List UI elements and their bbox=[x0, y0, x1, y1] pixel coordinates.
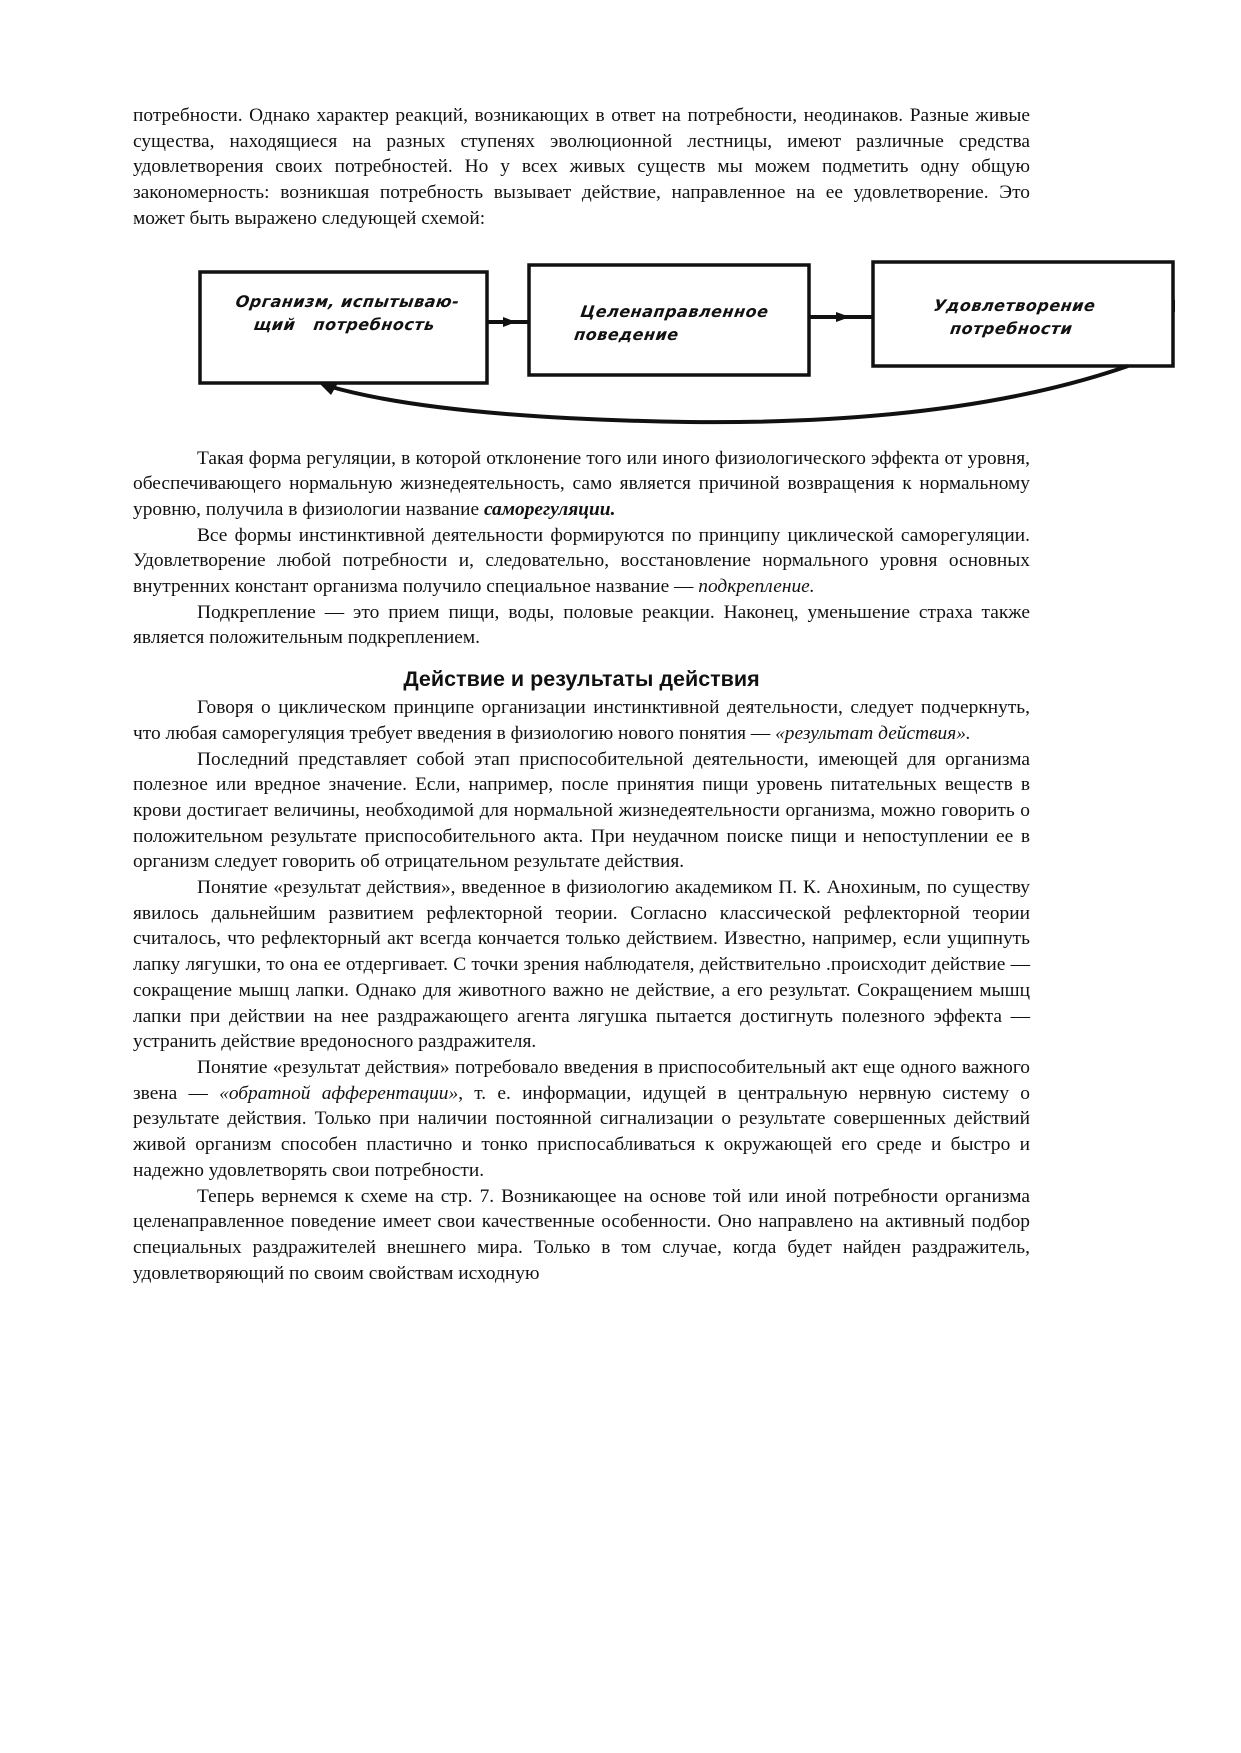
box-behavior-line1: Целенаправленное bbox=[579, 301, 770, 321]
box-organism-line1: Организм, испытываю- bbox=[234, 291, 461, 311]
box-organism-label bbox=[213, 290, 479, 336]
paragraph-action-result bbox=[133, 695, 1030, 746]
paragraph-text: , т. е. информации, идущей в центральную нервную систему о результате действия. Только при наличии постоянной сигнализации о результате совершенных действий живой организм способен пластично и тонко приспосабливаться к окружающей его среде и быстро и надежно удовлетворять свои потребности. bbox=[133, 1082, 1030, 1181]
intro-paragraph: потребности. Однако характер реакций, возникающих в ответ на потребности, неодинаков. Разные живые существа, находящиеся на разных ступенях эволюционной лестницы, имеют различные средства удовлетворения своих потребностей. Но у всех живых существ мы можем подметить одну общую закономерность: возникшая потребность вызывает действие, направленное на ее удовлетворение. Это может быть выражено следующей схемой: bbox=[133, 105, 1030, 229]
paragraph-reinforcement-def bbox=[133, 523, 1030, 600]
paragraph-text: Такая форма регуляции, в которой отклонение того или иного физиологического эффекта от уровня, обеспечивающего нормальную жизнедеятельность, само является причиной возвращения к нормальному уровню, получила в физиологии название bbox=[133, 447, 1030, 520]
arrow-2-head bbox=[836, 312, 850, 322]
box-behavior-label bbox=[545, 300, 801, 346]
term-self-regulation: саморегуляции. bbox=[483, 498, 616, 520]
paragraph-text: Все формы инстинктивной деятельности формируются по принципу циклической саморегуляции. Удовлетворение любой потребности и, следовательно, восстановление нормального уровня основных внутренних констант организма получило специальное название — bbox=[133, 524, 1030, 598]
arrow-1-head bbox=[503, 317, 516, 327]
paragraph-return-to-scheme: Теперь вернемся к схеме на стр. 7. Возникающее на основе той или иной потребности организма целенаправленное поведение имеет свои качественные особенности. Оно направлено на активный подбор специальных раздражителей внешнего мира. Только в том случае, когда будет найден раздражитель, удовлетворяющий по своим свойствам исходную bbox=[133, 1185, 1030, 1284]
box-satisfaction-label bbox=[895, 294, 1131, 340]
paragraph-afferentation bbox=[133, 1055, 1030, 1184]
box-satisfaction-line1: Удовлетворение bbox=[932, 295, 1097, 315]
section-heading: Действие и результаты действия bbox=[403, 667, 760, 692]
term-action-result: «результат действия». bbox=[775, 722, 971, 744]
self-regulation-diagram bbox=[198, 250, 1198, 420]
paragraph-reinforcement-examples: Подкрепление — это прием пищи, воды, половые реакции. Наконец, уменьшение страха также является положительным подкреплением. bbox=[133, 601, 1030, 649]
box-organism-line2: щий потребность bbox=[252, 314, 437, 334]
paragraph-adaptive-stage: Последний представляет собой этап приспособительной деятельности, имеющей для организма полезное или вредное значение. Если, например, после принятия пищи уровень питательных веществ в крови достигает величины, необходимой для нормальной жизнедеятельности организма, можно говорить о положительном результате приспособительного акта. При неудачном поиске пищи и непоступлении ее в организм следует говорить об отрицательном результате действия. bbox=[133, 748, 1030, 873]
term-reinforcement: подкрепление. bbox=[698, 576, 815, 598]
paragraph-anokhin: Понятие «результат действия», введенное в физиологию академиком П. К. Анохиным, по существу явилось дальнейшим развитием рефлекторной теории. Согласно классической рефлекторной теории считалось, что рефлекторный акт всегда кончается только действием. Известно, например, если ущипнуть лапку лягушки, то она ее отдергивает. С точки зрения наблюдателя, действительно .происходит действие — сокращение мышц лапки. Однако для животного важно не действие, а его результат. Сокращением мышц лапки при действии на нее раздражающего агента лягушка пытается достигнуть полезного эффекта — устранить действие вредоносного раздражителя. bbox=[133, 877, 1030, 1053]
paragraph-self-regulation bbox=[133, 446, 1030, 523]
paragraph-text: Говоря о циклическом принципе организации инстинктивной деятельности, следует подчеркнуть, что любая саморегуляция требует введения в физиологию нового понятия — bbox=[133, 697, 1030, 744]
box-behavior-line2: поведение bbox=[573, 324, 681, 344]
term-reverse-afferentation: «обратной афферентации» bbox=[219, 1082, 459, 1104]
box-satisfaction-line2: потребности bbox=[948, 318, 1074, 338]
document-page bbox=[133, 103, 1097, 1286]
paragraph-text: Понятие «результат действия» потребовало введения в приспособительный акт еще одного важного звена — bbox=[133, 1056, 1030, 1104]
